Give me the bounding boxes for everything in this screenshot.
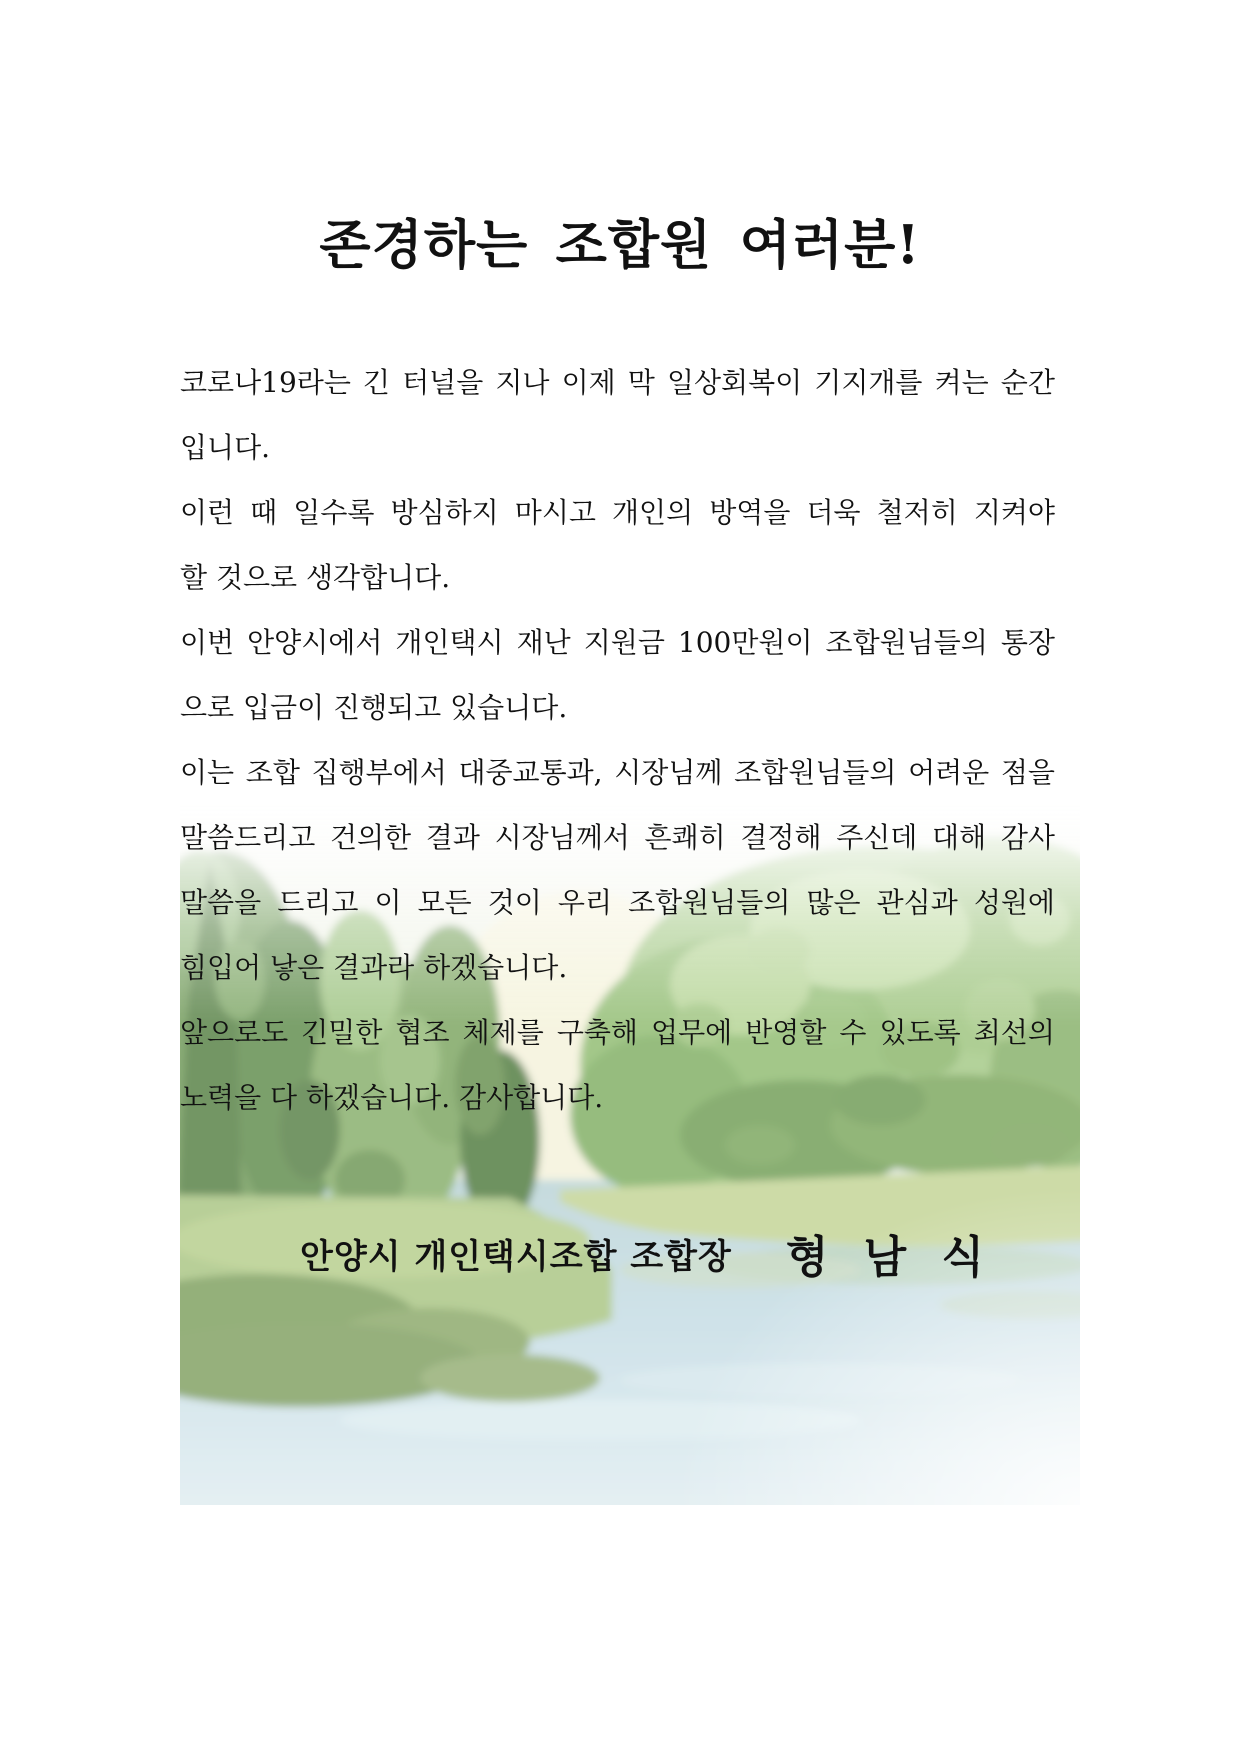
word: 결과 [425, 821, 480, 854]
word: 순간 [1000, 366, 1055, 399]
word: 긴 [362, 366, 391, 399]
word: 이는 [180, 756, 235, 789]
word: 이런 [180, 496, 235, 529]
word: 점을 [1000, 756, 1055, 789]
body-line: 노력을 다 하겠습니다. 감사합니다. [180, 1081, 604, 1114]
body-line [180, 1000, 1055, 1065]
word: 드리고 [277, 886, 359, 919]
word: 방역을 [709, 496, 791, 529]
paragraph [180, 350, 1055, 480]
word: 관심과 [876, 886, 958, 919]
word: 철저히 [876, 496, 958, 529]
word: 일상회복이 [666, 366, 803, 399]
word: 조합원님들의 [734, 756, 897, 789]
word: 감사 [1000, 821, 1055, 854]
word: 있도록 [879, 1016, 961, 1049]
word: 지나 [495, 366, 550, 399]
paragraph [180, 1000, 1055, 1130]
word: 개인택시 [395, 626, 504, 659]
word: 조합원님들의 [825, 626, 988, 659]
word: 방심하지 [390, 496, 499, 529]
word: 말씀드리고 [180, 821, 316, 854]
paragraph [180, 610, 1055, 740]
body-line [180, 870, 1055, 935]
paragraph [180, 480, 1055, 610]
word: 긴밀한 [301, 1016, 383, 1049]
word: 주신데 [836, 821, 918, 854]
word: 시장님께서 [494, 821, 630, 854]
word: 체제를 [462, 1016, 544, 1049]
body-line: 입니다. [180, 431, 271, 464]
body-line: 힘입어 낳은 결과라 하겠습니다. [180, 951, 568, 984]
word: 이번 [180, 626, 235, 659]
body-line [180, 740, 1055, 805]
word: 마시고 [514, 496, 596, 529]
body-line: 으로 입금이 진행되고 있습니다. [180, 691, 568, 724]
word: 터널을 [402, 366, 484, 399]
word: 이 [374, 886, 402, 919]
word: 지켜야 [973, 496, 1055, 529]
letter-body [180, 350, 1055, 1130]
word: 대중교통과, [458, 756, 603, 789]
body-line [180, 480, 1055, 545]
word: 말씀을 [180, 886, 262, 919]
word: 어려운 [908, 756, 990, 789]
word: 일수록 [293, 496, 375, 529]
word: 시장님께 [614, 756, 723, 789]
word: 때 [250, 496, 278, 529]
word: 통장 [1000, 626, 1055, 659]
word: 개인의 [612, 496, 694, 529]
word: 코로나19라는 [180, 366, 351, 399]
word: 모든 [417, 886, 472, 919]
word: 흔쾌히 [644, 821, 726, 854]
word: 우리 [557, 886, 613, 919]
word: 업무에 [651, 1016, 733, 1049]
word: 협조 [395, 1016, 450, 1049]
word: 100만원이 [677, 626, 813, 659]
word: 더욱 [806, 496, 861, 529]
word: 성원에 [973, 886, 1055, 919]
word: 재난 [516, 626, 571, 659]
body-line [180, 805, 1055, 870]
word: 조합원님들의 [628, 886, 791, 919]
signature-affiliation: 안양시 개인택시조합 조합장 [300, 1236, 732, 1277]
body-line [180, 350, 1055, 415]
word: 수 [839, 1016, 867, 1049]
word: 이제 [561, 366, 616, 399]
body-line [180, 610, 1055, 675]
word: 안양시에서 [247, 626, 383, 659]
signature [300, 1220, 984, 1286]
word: 앞으로도 [180, 1016, 289, 1049]
word: 지원금 [583, 626, 665, 659]
word: 최선의 [973, 1016, 1055, 1049]
word: 것이 [487, 886, 542, 919]
word: 기지개를 [814, 366, 923, 399]
page-title: 존경하는 조합원 여러분! [319, 214, 921, 276]
word: 결정해 [740, 821, 822, 854]
word: 많은 [806, 886, 861, 919]
word: 반영할 [745, 1016, 827, 1049]
paragraph [180, 740, 1055, 1000]
word: 대해 [932, 821, 987, 854]
word: 막 [627, 366, 655, 399]
body-line: 할 것으로 생각합니다. [180, 561, 451, 594]
word: 조합 [245, 756, 300, 789]
word: 집행부에서 [311, 756, 447, 789]
word: 켜는 [934, 366, 989, 399]
word: 건의한 [329, 821, 412, 854]
signature-name: 형 남 식 [785, 1232, 984, 1283]
word: 구축해 [556, 1016, 638, 1049]
